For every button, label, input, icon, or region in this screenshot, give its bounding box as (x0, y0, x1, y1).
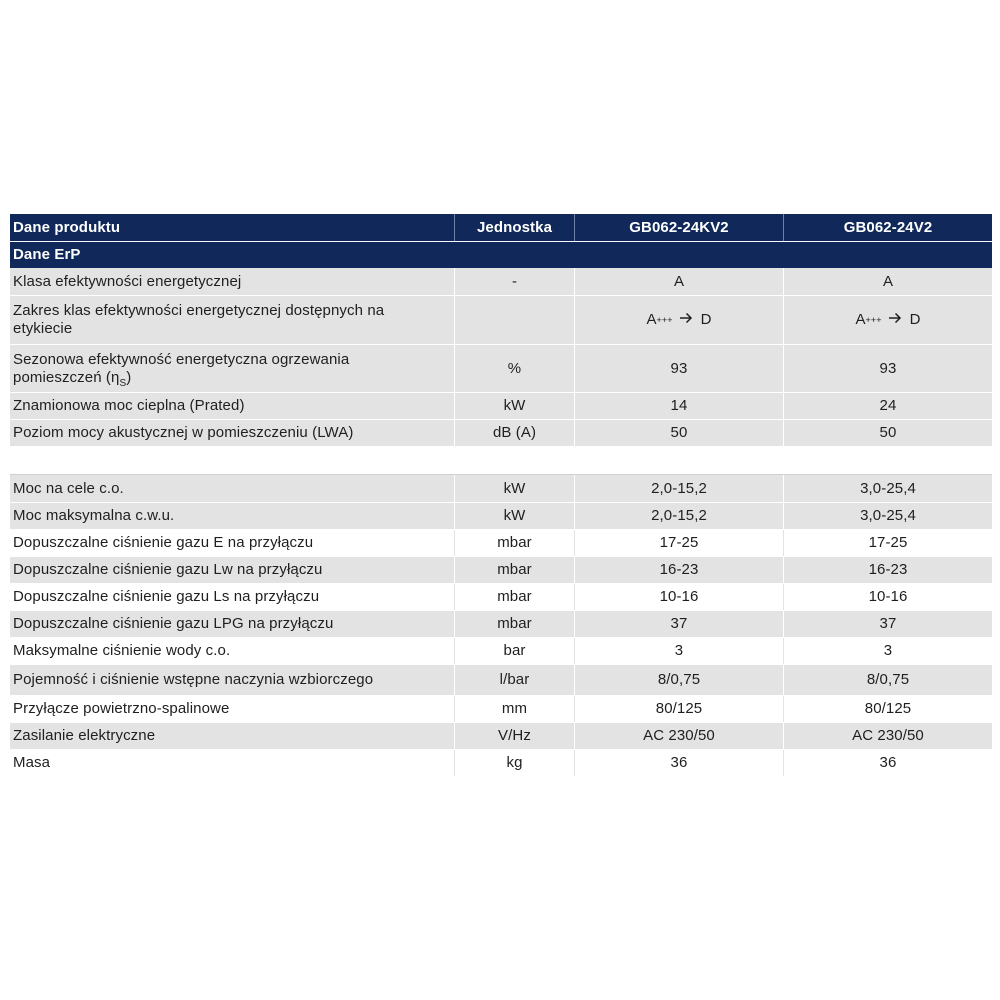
row-value-2: 3,0-25,4 (783, 475, 992, 502)
table-row (10, 638, 992, 665)
row-unit: mbar (454, 584, 574, 610)
header-model-1: GB062-24KV2 (574, 214, 783, 241)
row-value-2: 16-23 (783, 557, 992, 583)
table-row (10, 475, 992, 503)
row-name: Maksymalne ciśnienie wody c.o. (13, 642, 231, 659)
row-value-2: 3,0-25,4 (783, 503, 992, 529)
table-row (10, 723, 992, 750)
row-value-2: 10-16 (783, 584, 992, 610)
row-unit: % (454, 345, 574, 392)
header-unit: Jednostka (454, 214, 574, 241)
table-row (10, 696, 992, 723)
row-value-2: 36 (783, 750, 992, 776)
row-value-2: 50 (783, 420, 992, 446)
row-value-2: AC 230/50 (783, 723, 992, 749)
row-unit: bar (454, 638, 574, 664)
row-unit: kW (454, 503, 574, 529)
row-name: Klasa efektywności energetycznej (13, 272, 242, 290)
row-value-1: 16-23 (574, 557, 783, 583)
header-model-2: GB062-24V2 (783, 214, 992, 241)
row-value-2: 24 (783, 393, 992, 419)
table-header (10, 214, 992, 241)
table-row (10, 584, 992, 611)
row-name: Dopuszczalne ciśnienie gazu LPG na przyłączu (13, 615, 334, 632)
row-value-1: 8/0,75 (574, 665, 783, 695)
right-arrow-icon (888, 311, 902, 329)
table-row (10, 268, 992, 296)
row-value-1: 10-16 (574, 584, 783, 610)
row-value-2: 3 (783, 638, 992, 664)
row-unit (454, 296, 574, 344)
table-row (10, 420, 992, 447)
product-data-table (10, 214, 992, 777)
table-row (10, 665, 992, 696)
row-value-2: 8/0,75 (783, 665, 992, 695)
table-row (10, 345, 992, 393)
row-name: Znamionowa moc cieplna (Prated) (13, 397, 245, 414)
table-spacer (10, 447, 992, 475)
row-name (10, 345, 454, 392)
row-name: Masa (13, 754, 51, 771)
row-name: Dopuszczalne ciśnienie gazu E na przyłączu (13, 534, 314, 551)
header-name: Dane produktu (13, 218, 121, 236)
row-value-1: 17-25 (574, 530, 783, 556)
row-unit: dB (A) (454, 420, 574, 446)
row-name-subscript: S (119, 377, 127, 389)
row-name: Moc na cele c.o. (13, 479, 124, 497)
row-unit: kW (454, 393, 574, 419)
row-value-2: 80/125 (783, 696, 992, 722)
row-name: Zasilanie elektryczne (13, 727, 156, 744)
row-value-1: 3 (574, 638, 783, 664)
row-value-2: A +++ D (783, 296, 992, 344)
row-value-2: 37 (783, 611, 992, 637)
table-row (10, 557, 992, 584)
section-header-erp (10, 241, 992, 268)
row-name: Poziom mocy akustycznej w pomieszczeniu (LWA) (13, 424, 354, 441)
range-end: D (700, 311, 712, 328)
row-value-1: A (574, 268, 783, 295)
row-unit: mbar (454, 611, 574, 637)
table-row (10, 611, 992, 638)
row-value-2: 17-25 (783, 530, 992, 556)
row-value-1: 36 (574, 750, 783, 776)
row-value-1: 80/125 (574, 696, 783, 722)
section-label: Dane ErP (13, 246, 81, 263)
right-arrow-icon (679, 311, 693, 329)
row-value-1: A +++ D (574, 296, 783, 344)
row-name: Przyłącze powietrzno-spalinowe (13, 700, 230, 717)
row-unit: mm (454, 696, 574, 722)
row-unit: kg (454, 750, 574, 776)
table-row (10, 750, 992, 777)
row-unit: kW (454, 475, 574, 502)
row-name-text: Sezonowa efektywność energetyczna ogrzewania pomieszczeń (η (13, 350, 350, 386)
row-name-close: ) (126, 368, 132, 386)
range-end: D (909, 311, 921, 328)
row-name: Pojemność i ciśnienie wstępne naczynia wzbiorczego (13, 671, 374, 688)
row-name: Dopuszczalne ciśnienie gazu Lw na przyłączu (13, 561, 323, 578)
row-value-2: 93 (783, 345, 992, 392)
row-name: Moc maksymalna c.w.u. (13, 507, 175, 524)
row-value-1: AC 230/50 (574, 723, 783, 749)
range-start: A (855, 311, 866, 328)
row-unit: - (454, 268, 574, 295)
row-unit: l/bar (454, 665, 574, 695)
row-value-1: 2,0-15,2 (574, 503, 783, 529)
range-start: A (646, 311, 657, 328)
table-row (10, 296, 992, 345)
row-name: Zakres klas efektywności energetycznej dostępnych na etykiecie (13, 302, 385, 337)
row-value-1: 50 (574, 420, 783, 446)
row-value-1: 2,0-15,2 (574, 475, 783, 502)
row-unit: mbar (454, 530, 574, 556)
row-value-1: 93 (574, 345, 783, 392)
row-value-1: 14 (574, 393, 783, 419)
table-row (10, 530, 992, 557)
row-value-1: 37 (574, 611, 783, 637)
row-name: Dopuszczalne ciśnienie gazu Ls na przyłączu (13, 588, 320, 605)
table-row (10, 503, 992, 530)
row-unit: mbar (454, 557, 574, 583)
table-row (10, 393, 992, 420)
row-unit: V/Hz (454, 723, 574, 749)
row-value-2: A (783, 268, 992, 295)
